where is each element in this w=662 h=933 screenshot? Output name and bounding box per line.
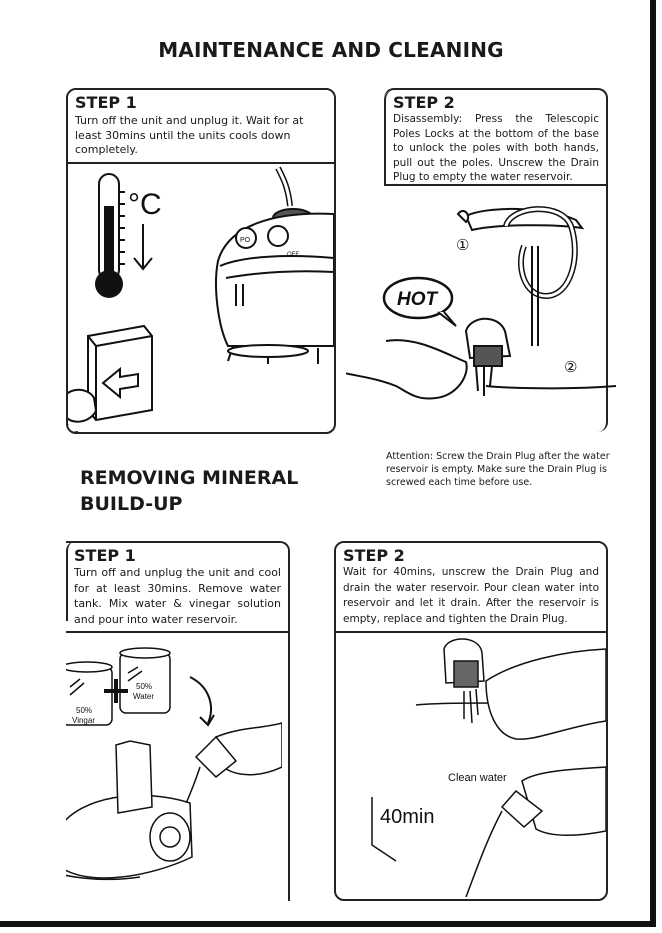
- removing-step1-text: Turn off and unplug the unit and cool for at least 30mins. Remove water tank. Mix water & vinegar solution and pour into water reservoir.: [74, 566, 281, 626]
- vinegar-label: Vingar: [72, 716, 95, 725]
- thermometer-icon: [95, 174, 125, 298]
- maintenance-step1-text: Turn off the unit and unplug it. Wait for at least 30mins until the units cools down completely.: [75, 114, 304, 156]
- down-arrow-icon: [134, 224, 152, 269]
- off-label: OFF: [287, 252, 299, 258]
- water-pct-label: 50%: [136, 682, 153, 691]
- removing-title: [80, 465, 298, 517]
- removing-step1-box: [66, 541, 290, 901]
- page-title: MAINTENANCE AND CLEANING: [158, 38, 504, 62]
- timer-label: 40min: [380, 806, 435, 828]
- removing-step1-label: STEP 1: [74, 546, 136, 565]
- power-plug-icon: [68, 390, 96, 434]
- maintenance-step2-box: [384, 88, 608, 432]
- disassembly-illustration: [346, 186, 616, 446]
- vinegar-pct-label: 50%: [76, 706, 93, 715]
- maintenance-step2-header: [384, 90, 606, 186]
- marker-2: ②: [564, 359, 578, 376]
- vinegar-mix-illustration: [66, 637, 282, 901]
- draining-illustration: [336, 631, 606, 897]
- hot-label: HOT: [397, 289, 438, 310]
- maintenance-step2-text: Disassembly: Press the Telescopic Poles Locks at the bottom of the base to unlock the poles with both hands, pull out the poles. Unscrew the Drain Plug to empty the water reservoir.: [393, 113, 599, 183]
- removing-title-line2: BUILD-UP: [80, 493, 183, 515]
- pouring-cup-hand-image: [466, 767, 606, 897]
- water-container-image: [120, 648, 170, 713]
- marker-1: ①: [456, 237, 470, 254]
- water-label: Water: [133, 692, 155, 701]
- attention-note: Attention: Screw the Drain Plug after the water reservoir is empty. Make sure the Drain Plug is screwed each time before use.: [386, 451, 610, 488]
- celsius-unit: °C: [128, 188, 162, 221]
- clean-water-label: Clean water: [448, 772, 507, 784]
- hand-unscrewing-image: [486, 649, 606, 739]
- removing-step2-label: STEP 2: [343, 546, 405, 565]
- maintenance-step1-header: [68, 90, 334, 164]
- removing-title-line1: REMOVING MINERAL: [80, 467, 299, 489]
- removing-step2-box: [334, 541, 608, 901]
- plus-sign-vertical: [114, 679, 118, 703]
- maintenance-step1-box: [66, 88, 336, 434]
- removing-step2-header: [336, 543, 606, 633]
- unplug-illustration: [68, 166, 334, 434]
- pour-arrow-icon: [190, 677, 211, 723]
- steamer-base-image: [66, 741, 192, 879]
- wall-socket-image: [88, 326, 152, 420]
- maintenance-step1-label: STEP 1: [75, 93, 137, 112]
- maintenance-step2-label: STEP 2: [393, 93, 455, 112]
- steamer-unit-image: [216, 168, 334, 364]
- removing-step1-header: [66, 543, 288, 633]
- removing-step2-text: Wait for 40mins, unscrew the Drain Plug and drain the water reservoir. Pour clean water into reservoir and let it drain. After the reservoir is empty, replace and tighten the Drain Plug.: [343, 566, 599, 625]
- power-button-label: PO: [240, 237, 251, 244]
